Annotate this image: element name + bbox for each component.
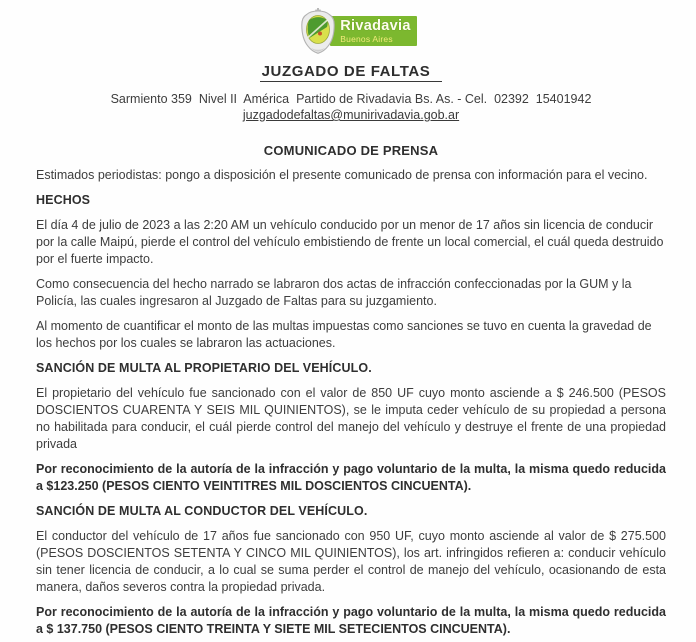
logo-province-label: Buenos Aires — [340, 34, 393, 44]
driver-fine-reduction-paragraph: Por reconocimiento de la autoría de la infracción y pago voluntario de la multa, la misma quedo reducida a $ 137.750 (PESOS CIENTO TREINTA Y SIETE MIL SETECIENTOS CINCUENTA). — [36, 605, 666, 636]
owner-fine-paragraph: El propietario del vehículo fue sancionado con el valor de 850 UF cuyo monto asciende a $ 246.500 (PESOS DOSCIENTOS CUARENTA Y SEIS MIL QUINIENTOS), se le imputa ceder vehículo de su propiedad a persona no habilitada para conducir, el cuál pierde control del manejo del vehículo y destruye el frente de una propiedad privada — [36, 386, 666, 451]
owner-fine-heading: SANCIÓN DE MULTA AL PROPIETARIO DEL VEHÍCULO. — [36, 361, 372, 375]
press-release-title: COMUNICADO DE PRENSA — [263, 143, 439, 158]
driver-fine-heading: SANCIÓN DE MULTA AL CONDUCTOR DEL VEHÍCULO. — [36, 504, 368, 518]
owner-fine-reduction-paragraph: Por reconocimiento de la autoría de la infracción y pago voluntario de la multa, la misma quedo reducida a $123.250 (PESOS CIENTO VEINTITRES MIL DOSCIENTOS CINCUENTA). — [36, 462, 666, 493]
fact-paragraph-1: El día 4 de julio de 2023 a las 2:20 AM un vehículo conducido por un menor de 17 años sin licencia de conducir por la calle Maipú, pierde el control del vehículo embistiendo de frente un local comercial, el cuál queda destruido por el fuerte impacto. — [36, 218, 664, 266]
logo-municipality-label: Rivadavia — [340, 17, 411, 34]
driver-fine-paragraph: El conductor del vehículo de 17 años fue sancionado con 950 UF, cuyo monto asciende al valor de $ 275.500 (PESOS DOSCIENTOS SETENTA Y CINCO MIL QUINIENTOS), los art. infringidos refieren a: conducir vehículo sin tener licencia de conducir, a lo cual se suma perder el control de manejo del vehículo, ocasionando de esta manera, daños severos contra la propiedad privada. — [36, 529, 666, 594]
press-release-body — [36, 142, 666, 638]
logo-name-box — [330, 16, 416, 46]
fact-paragraph-2: Como consecuencia del hecho narrado se labraron dos actas de infracción confeccionadas por la GUM y la Policía, las cuales ingresaron al Juzgado de Faltas para su juzgamiento. — [36, 277, 632, 308]
address-line: Sarmiento 359 Nivel II América Partido de Rivadavia Bs. As. - Cel. 02392 15401942 — [110, 92, 592, 106]
greeting-paragraph: Estimados periodistas: pongo a disposición el presente comunicado de prensa con información para el vecino. — [36, 168, 648, 182]
email-link[interactable]: juzgadodefaltas@munirivadavia.gob.ar — [242, 108, 460, 122]
municipality-logo — [50, 8, 666, 54]
rivadavia-crest-icon — [299, 8, 337, 54]
fact-paragraph-3: Al momento de cuantificar el monto de las multas impuestas como sanciones se tuvo en cuenta la gravedad de los hechos por los cuales se labraron las actuaciones. — [36, 319, 652, 350]
email-line — [36, 107, 666, 123]
document-header — [36, 8, 666, 123]
facts-heading: HECHOS — [36, 193, 91, 207]
court-title: JUZGADO DE FALTAS — [260, 63, 443, 82]
